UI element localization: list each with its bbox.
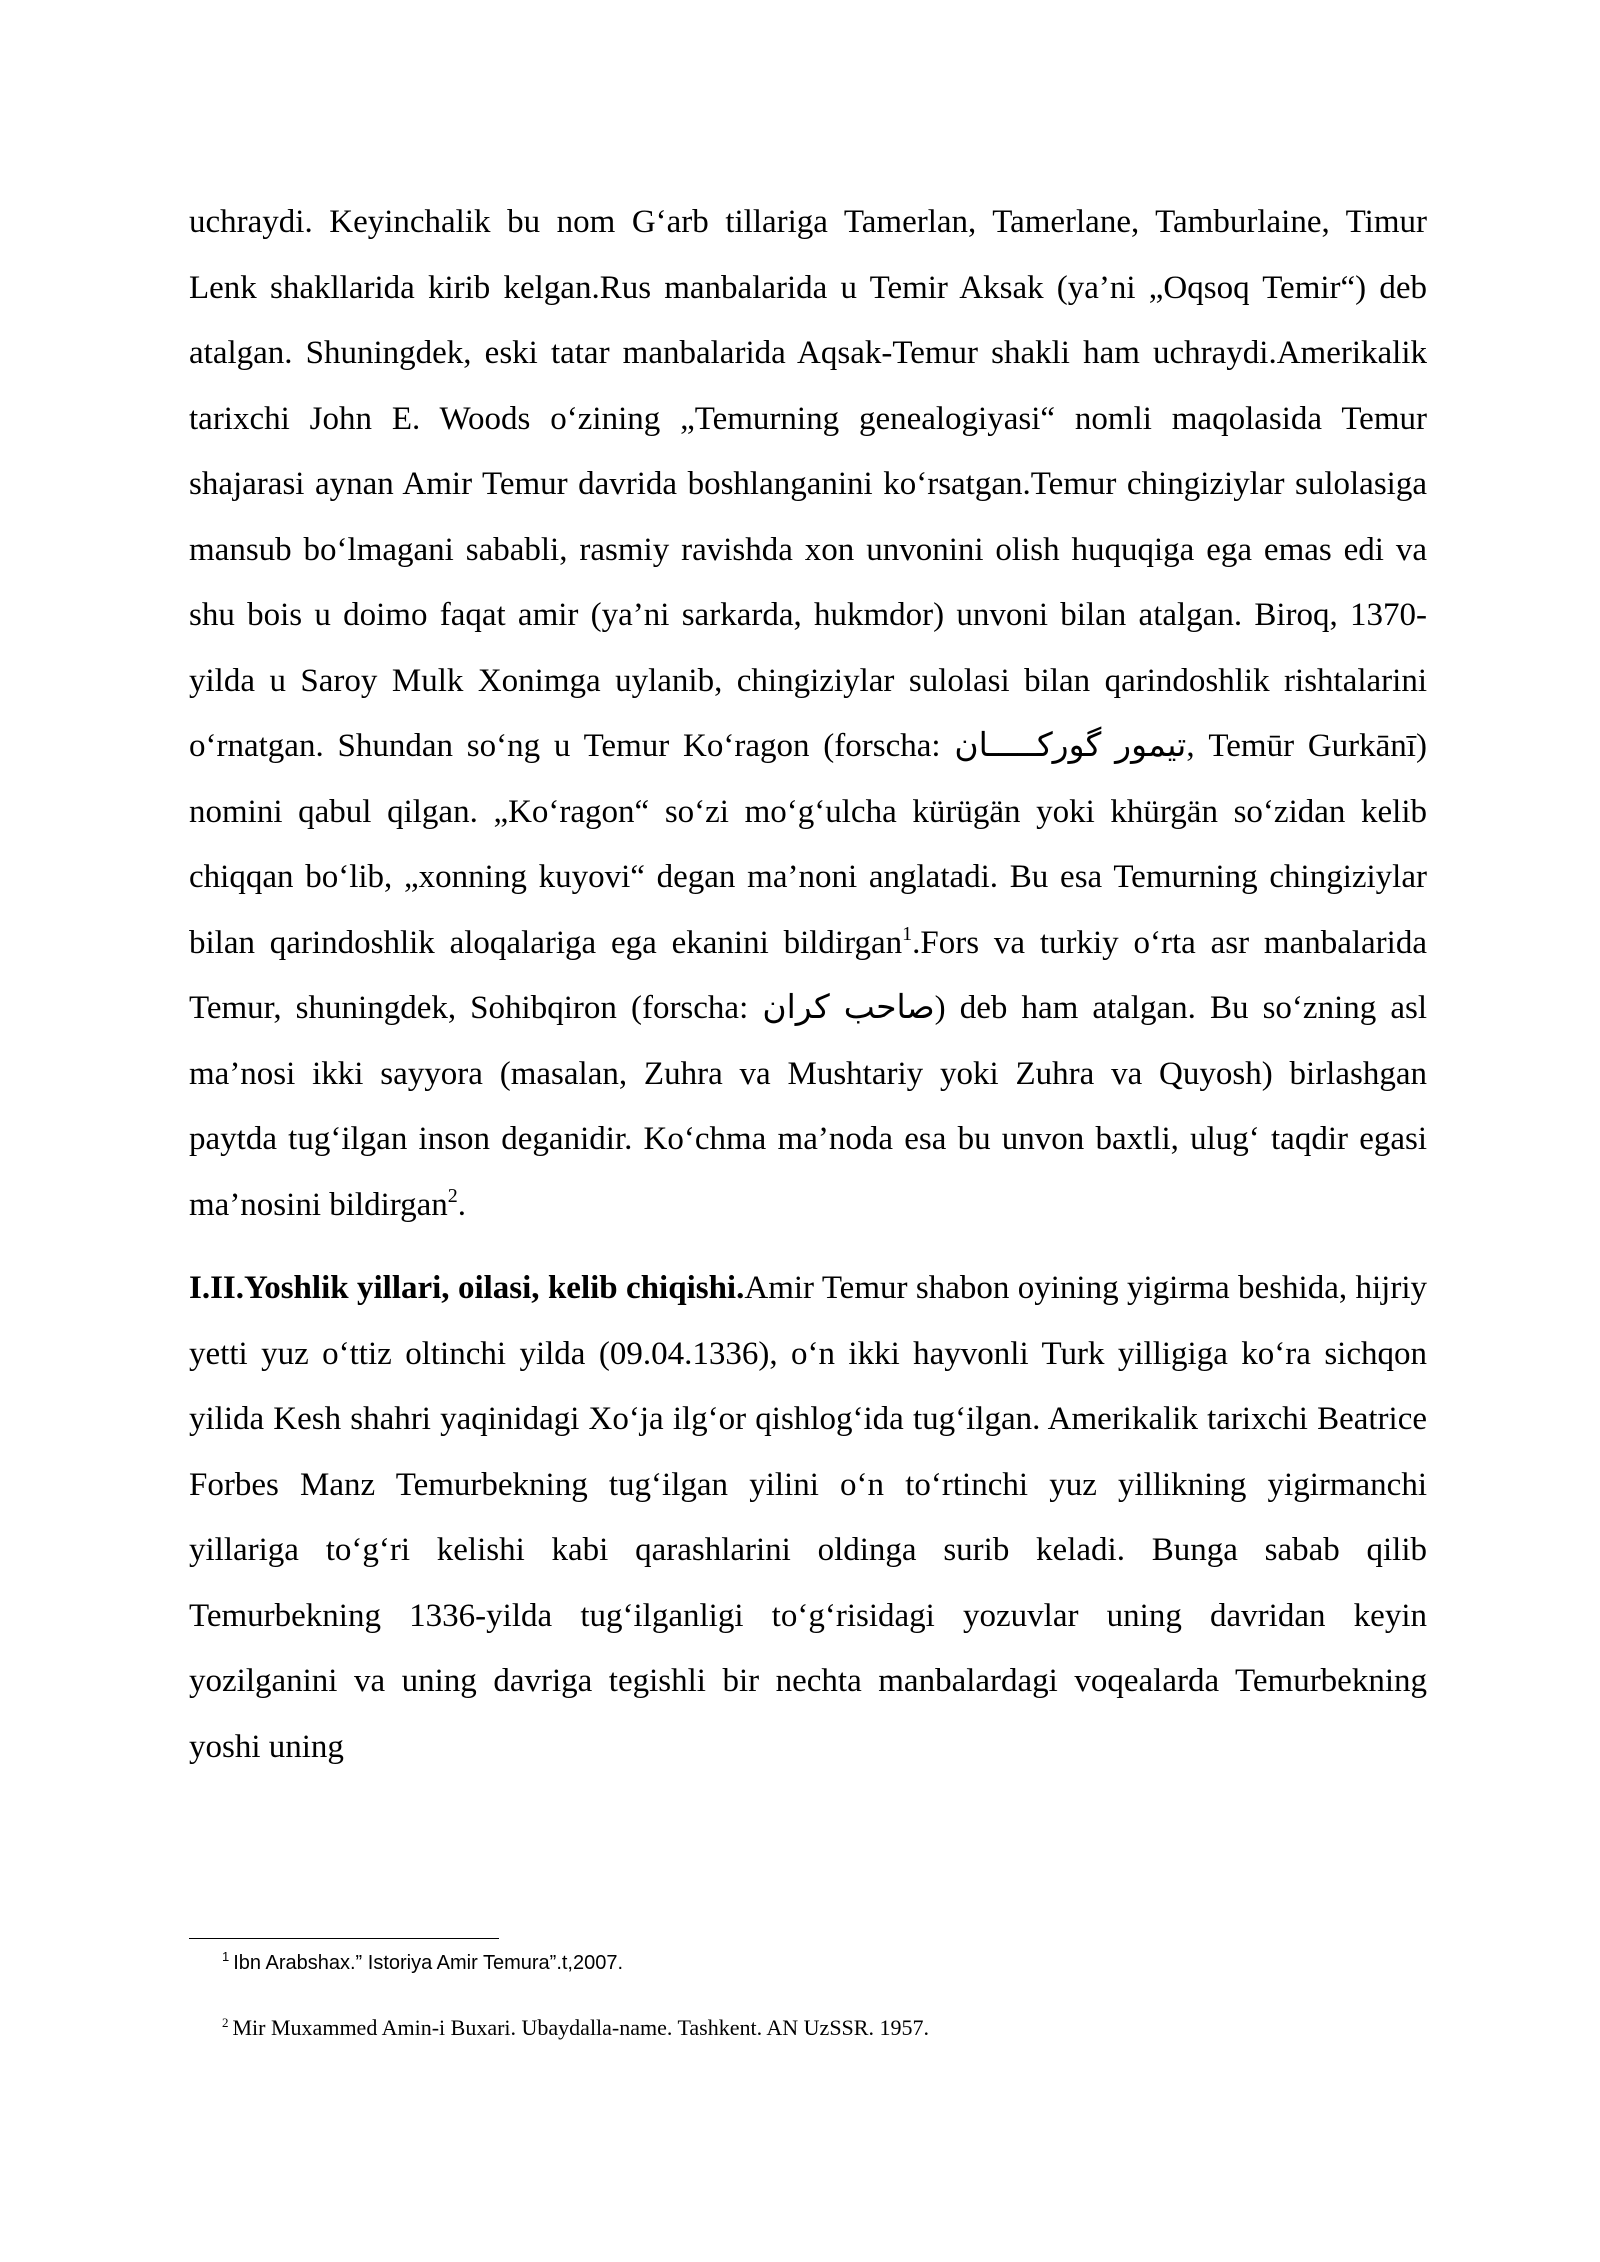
footnote-2: [222, 2012, 929, 2044]
footnote-1: [222, 1948, 623, 1978]
section-text: Amir Temur shabon oyining yigirma beshida, hijriy yetti yuz o‘ttiz oltinchi yilda (09.04.1336), o‘n ikki hayvonli Turk yilligiga ko‘ra sichqon yilida Kesh shahri yaqinidagi Xo‘ja ilg‘or qishlog‘ida tug‘ilgan. Amerikalik tarixchi Beatrice Forbes Manz Temurbekning tug‘ilgan yilini o‘n to‘rtinchi yuz yillikning yigirmanchi yillariga to‘g‘ri kelishi kabi qarashlarini oldinga surib keladi. Bunga sabab qilib Temurbekning 1336-yilda tug‘ilganligi to‘g‘risidagi yozuvlar uning davridan keyin yozilganini va uning davriga tegishli bir nechta manbalardagi voqealarda Temurbekning yoshi uning: [189, 1270, 1427, 1765]
section-heading: I.II.Yoshlik yillari, oilasi, kelib chiqishi.: [189, 1270, 745, 1306]
document-body: [189, 190, 1427, 1780]
footnote-text-1: Ibn Arabshax.” Istoriya Amir Temura”.t,2007.: [233, 1952, 624, 1974]
section-paragraph: [189, 1256, 1427, 1780]
paragraph-text-continued: .Fors va turkiy o‘rta asr manbalarida Temur, shuningdek, Sohibqiron (forscha: صاحب کران) deb ham atalgan. Bu so‘zning asl ma’nosi ikki sayyora (masalan, Zuhra va Mushtariy yoki Zuhra va Quyosh) birlashgan paytda tug‘ilgan inson deganidir. Ko‘chma ma’noda esa bu unvon baxtli, ulug‘ taqdir egasi ma’nosini bildirgan: [189, 924, 1427, 1223]
footnote-marker-2: 2: [222, 2015, 229, 2030]
footnote-marker-1: 1: [222, 1949, 230, 1964]
paragraph-end-punctuation: .: [457, 1186, 467, 1223]
footnote-separator: [189, 1938, 499, 1939]
body-paragraph: [189, 190, 1427, 1238]
footnote-ref-1[interactable]: 1: [902, 922, 913, 945]
paragraph-text: uchraydi. Keyinchalik bu nom G‘arb tillariga Tamerlan, Tamerlane, Tamburlaine, Timur Lenk shakllarida kirib kelgan.Rus manbalarida u Temir Aksak (ya’ni „Oqsoq Temir“) deb atalgan. Shuningdek, eski tatar manbalarida Aqsak-Temur shakli ham uchraydi.Amerikalik tarixchi John E. Woods o‘zining „Temurning genealogiyasi“ nomli maqolasida Temur shajarasi aynan Amir Temur davrida boshlanganini ko‘rsatgan.Temur chingiziylar sulolasiga mansub bo‘lmagani sababli, rasmiy ravishda xon unvonini olish huquqiga ega emas edi va shu bois u doimo faqat amir (ya’ni sarkarda, hukmdor) unvoni bilan atalgan. Biroq, 1370-yilda u Saroy Mulk Xonimga uylanib, chingiziylar sulolasi bilan qarindoshlik rishtalarini o‘rnatgan. Shundan so‘ng u Temur Ko‘ragon (forscha: تیمور گورکـــــان, Temūr Gurkānī) nomini qabul qilgan. „Ko‘ragon“ so‘zi mo‘g‘ulcha kürügän yoki khürgän so‘zidan kelib chiqqan bo‘lib, „xonning kuyovi“ degan ma’noni anglatadi. Bu esa Temurning chingiziylar bilan qarindoshlik aloqalariga ega ekanini bildirgan: [189, 204, 1427, 961]
footnote-ref-2[interactable]: 2: [447, 1184, 458, 1207]
footnote-text-2: Mir Muxammed Amin-i Buxari. Ubaydalla-name. Tashkent. AN UzSSR. 1957.: [232, 2015, 929, 2040]
